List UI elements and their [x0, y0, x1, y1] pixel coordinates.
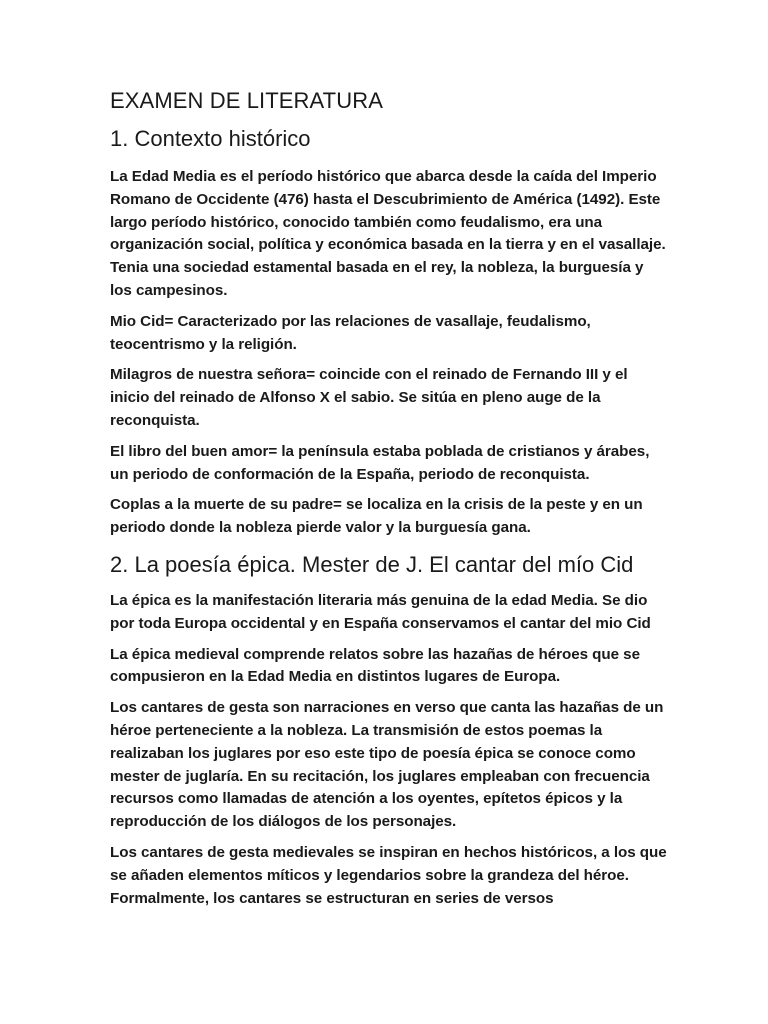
section-heading-contexto: 1. Contexto histórico [110, 126, 311, 151]
paragraph: Los cantares de gesta medievales se inspiran en hechos históricos, a los que se añaden elementos míticos y legendarios sobre la grandeza del héroe. Formalmente, los cantares se estructuran en series de versos [110, 843, 667, 907]
paragraph: La épica medieval comprende relatos sobre las hazañas de héroes que se compusieron en la Edad Media en distintos lugares de Europa. [110, 645, 640, 686]
section-heading-poesia-epica: 2. La poesía épica. Mester de J. El cantar del mío Cid [110, 551, 634, 577]
paragraph: Milagros de nuestra señora= coincide con el reinado de Fernando III y el inicio del reinado de Alfonso X el sabio. Se sitúa en pleno auge de la reconquista. [110, 366, 628, 429]
paragraph: La Edad Media es el período histórico que abarca desde la caída del Imperio Romano de Occidente (476) hasta el Descubrimiento de América (1492). Este largo período histórico, conocido también como feudalismo, era una organización social, política y económica basada en la tierra y en el vasallaje. Tenia una sociedad estamental basada en el rey, la nobleza, la burguesía y los campesinos. [110, 168, 666, 299]
document-title: EXAMEN DE LITERATURA [110, 88, 383, 113]
paragraph: La épica es la manifestación literaria más genuina de la edad Media. Se dio por toda Europa occidental y en España conservamos el cantar del mio Cid [110, 591, 651, 632]
paragraph: Mio Cid= Caracterizado por las relaciones de vasallaje, feudalismo, teocentrismo y la religión. [110, 312, 591, 353]
paragraph: Coplas a la muerte de su padre= se localiza en la crisis de la peste y en un periodo donde la nobleza pierde valor y la burguesía gana. [110, 496, 643, 537]
paragraph: Los cantares de gesta son narraciones en verso que canta las hazañas de un héroe perteneciente a la nobleza. La transmisión de estos poemas la realizaban los juglares por eso este tipo de poesía épica se conoce como mester de juglaría. En su recitación, los juglares empleaban con frecuencia recursos como llamadas de atención a los oyentes, epítetos épicos y la reproducción de los diálogos de los personajes. [110, 699, 664, 831]
paragraph: El libro del buen amor= la península estaba poblada de cristianos y árabes, un periodo de conformación de la España, periodo de reconquista. [110, 442, 650, 483]
